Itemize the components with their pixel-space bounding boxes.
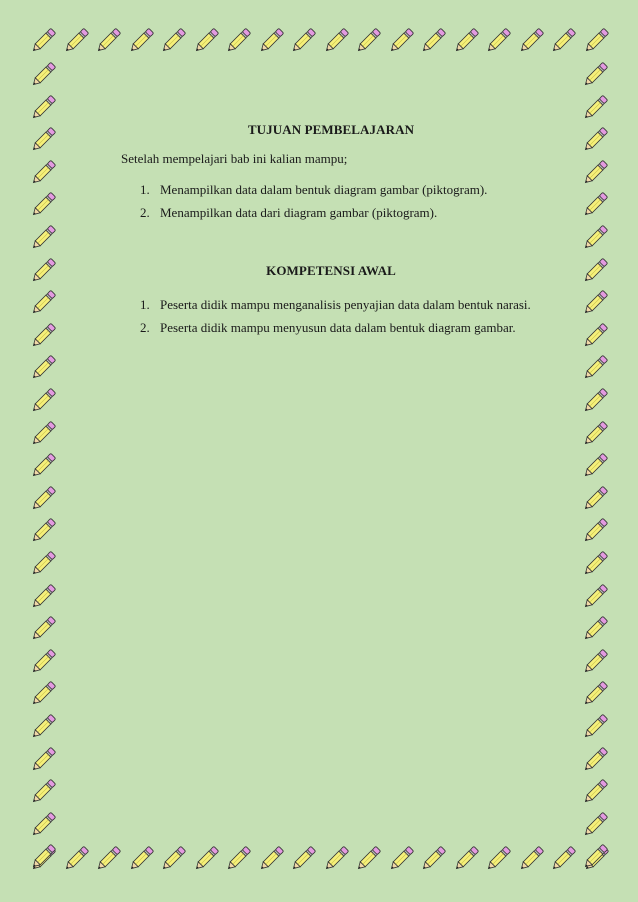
list-item xyxy=(140,205,487,228)
tujuan-heading: TUJUAN PEMBELAJARAN xyxy=(247,122,415,137)
kompetensi-list xyxy=(140,297,531,343)
list-item xyxy=(140,297,531,320)
list-item-text: Peserta didik mampu menganalisis penyajian data dalam bentuk narasi. xyxy=(160,297,531,312)
list-item-number: 2. xyxy=(140,205,150,220)
kompetensi-heading: KOMPETENSI AWAL xyxy=(266,263,396,278)
list-item-text: Peserta didik mampu menyusun data dalam bentuk diagram gambar. xyxy=(160,320,516,335)
intro-text: Setelah mempelajari bab ini kalian mampu; xyxy=(121,151,348,166)
list-item-number: 1. xyxy=(140,297,150,312)
list-item-text: Menampilkan data dalam bentuk diagram gambar (piktogram). xyxy=(160,182,488,197)
list-item-number: 1. xyxy=(140,182,150,197)
list-item-number: 2. xyxy=(140,320,150,335)
list-item-text: Menampilkan data dari diagram gambar (piktogram). xyxy=(160,205,438,220)
list-item xyxy=(140,320,531,343)
tujuan-list xyxy=(140,182,487,228)
list-item xyxy=(140,182,487,205)
